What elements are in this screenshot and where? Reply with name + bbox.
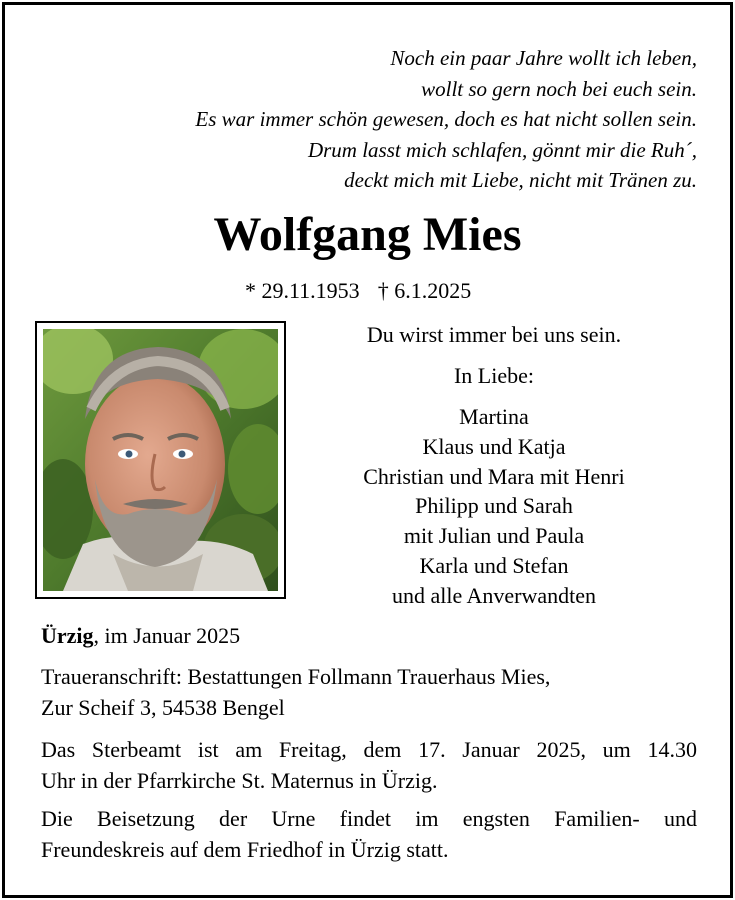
family-member: Klaus und Katja — [422, 433, 566, 459]
portrait-image — [43, 329, 278, 591]
place-date — [41, 622, 240, 650]
address-paragraph — [41, 661, 697, 723]
portrait-photo — [35, 321, 286, 599]
life-dates — [245, 277, 471, 305]
obituary-frame — [2, 2, 733, 898]
burial-line: Freundeskreis auf dem Friedhof in Ürzig statt. — [41, 837, 449, 862]
poem — [195, 43, 697, 196]
address-line: Traueranschrift: Bestattungen Follmann Trauerhaus Mies, — [41, 664, 551, 689]
service-line: Das Sterbeamt ist am Freitag, dem 17. Januar 2025, um 14.30 — [41, 737, 697, 762]
family-member: Christian und Mara mit Henri — [363, 463, 625, 489]
burial-line: Die Beisetzung der Urne findet im engsten Familien- und — [41, 806, 697, 831]
family-member: Martina — [459, 404, 529, 429]
birth-date: * 29.11.1953 — [245, 278, 360, 303]
poem-line: deckt mich mit Liebe, nicht mit Tränen zu. — [344, 168, 697, 192]
service-paragraph — [41, 734, 697, 796]
family-member: mit Julian und Paula — [403, 523, 585, 549]
poem-line: Drum lasst mich schlafen, gönnt mir die Ruh´, — [307, 137, 697, 162]
place-month: , im Januar 2025 — [93, 623, 241, 648]
service-line: Uhr in der Pfarrkirche St. Maternus in Ürzig. — [41, 768, 438, 793]
family-list — [315, 402, 673, 611]
motto: Du wirst immer bei uns sein. — [366, 322, 622, 347]
place-town: Ürzig — [41, 623, 94, 648]
burial-paragraph — [41, 803, 697, 865]
in-liebe-label: In Liebe: — [453, 363, 535, 388]
poem-line: wollt so gern noch bei euch sein. — [421, 76, 697, 101]
death-date: † 6.1.2025 — [377, 278, 472, 303]
poem-line: Noch ein paar Jahre wollt ich leben, — [390, 46, 697, 70]
family-member: Philipp und Sarah — [415, 493, 573, 519]
family-member: und alle Anverwandten — [391, 582, 597, 608]
family-member: Karla und Stefan — [419, 552, 569, 578]
deceased-name: Wolfgang Mies — [213, 208, 522, 261]
poem-line: Es war immer schön gewesen, doch es hat nicht sollen sein. — [195, 107, 697, 131]
address-line: Zur Scheif 3, 54538 Bengel — [41, 695, 285, 720]
